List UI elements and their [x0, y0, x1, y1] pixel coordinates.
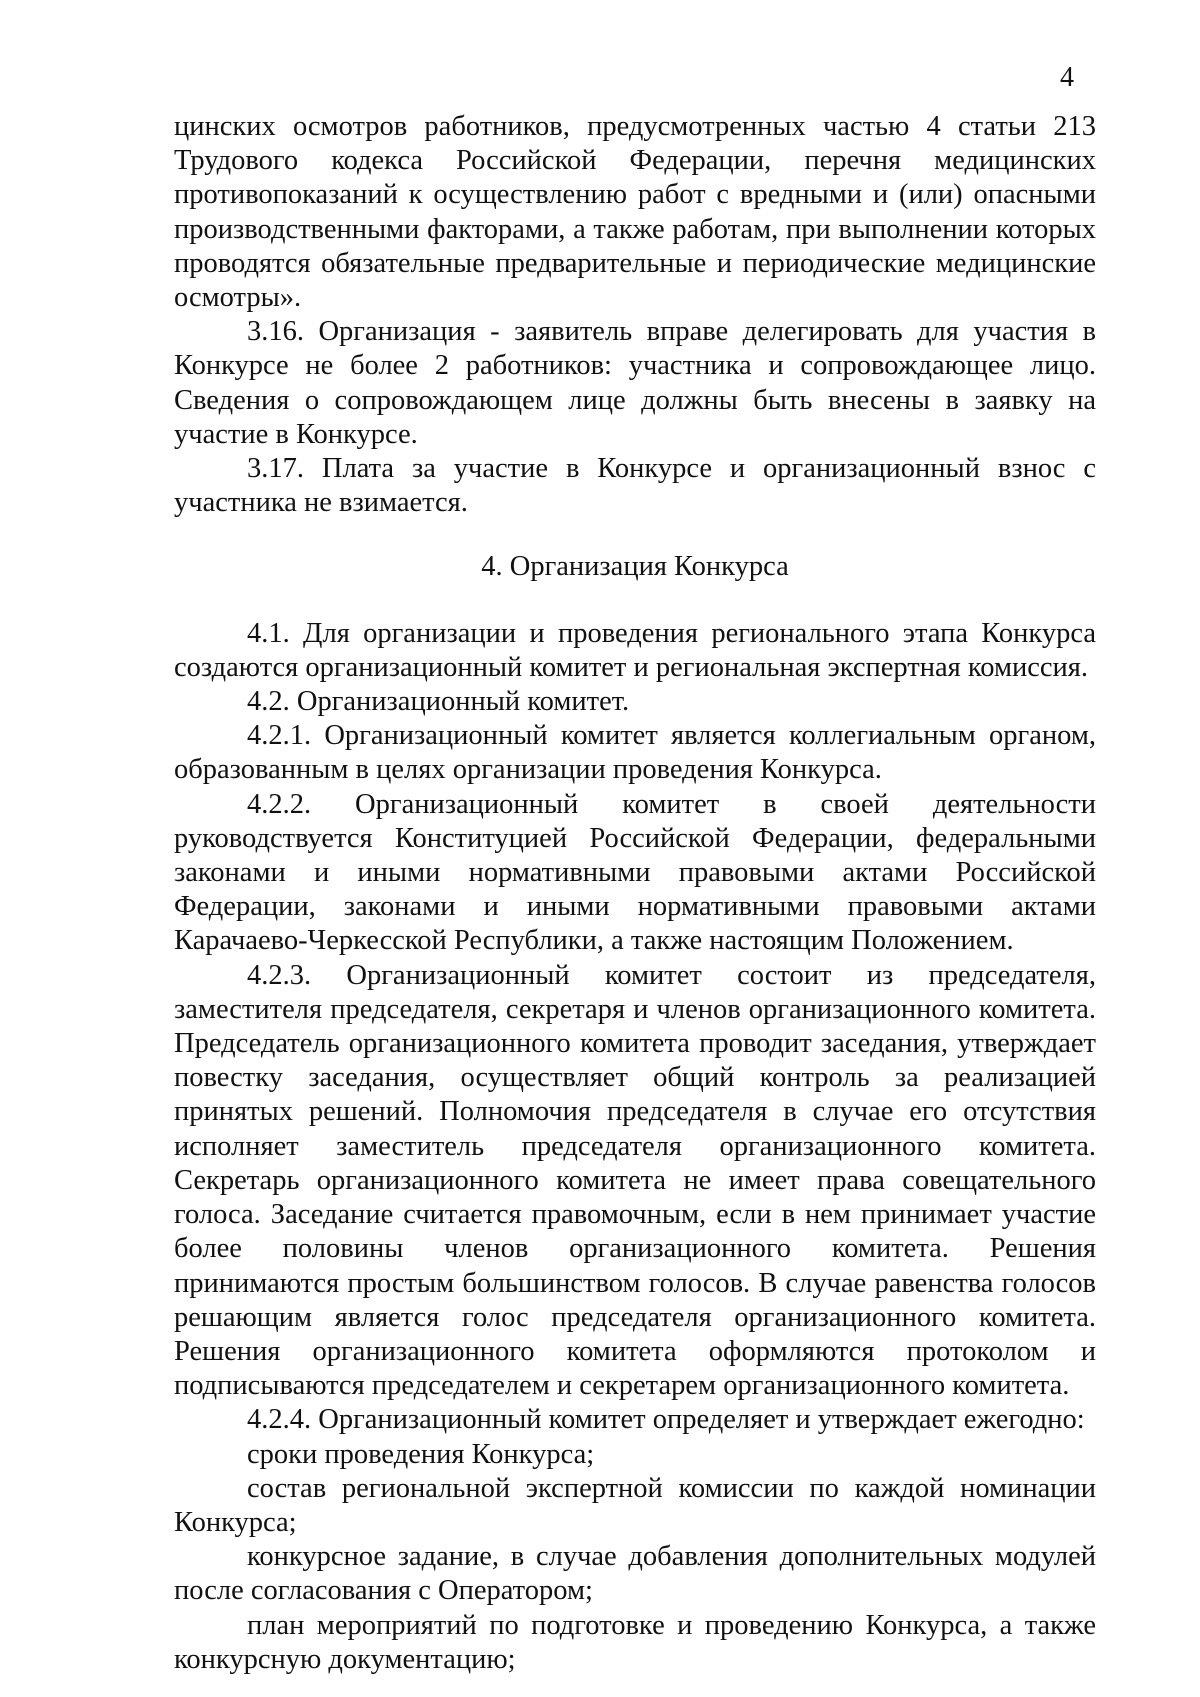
page-number: 4	[1060, 62, 1074, 93]
paragraph-3-16: 3.16. Организация - заявитель вправе делегировать для участия в Конкурсе не более 2 работников: участника и сопровождающее лицо. Сведения о сопровождающем лице должны быть внесены в заявку на участие в Конкурсе.	[174, 316, 1096, 450]
paragraph-4-2-3: 4.2.3. Организационный комитет состоит из председателя, заместителя председателя, секретаря и членов организационного комитета. Председатель организационного комитета проводит заседания, утверждает повестку заседания, осуществляет общий контроль за реализацией принятых решений. Полномочия председателя в случае его отсутствия исполняет заместитель председателя организационного комитета. Секретарь организационного комитета не имеет права совещательного голоса. Заседание считается правомочным, если в нем принимает участие более половины членов организационного комитета. Решения принимаются простым большинством голосов. В случае равенства голосов решающим является голос председателя организационного комитета. Решения организационного комитета оформляются протоколом и подписываются председателем и секретарем организационного комитета.	[174, 959, 1096, 1402]
paragraph-4-2: 4.2. Организационный комитет.	[247, 686, 630, 718]
list-item: конкурсное задание, в случае добавления дополнительных модулей после согласования с Оператором;	[174, 1541, 1096, 1607]
section-4-heading: 4. Организация Конкурса	[481, 551, 789, 583]
list-item: сроки проведения Конкурса;	[247, 1438, 595, 1470]
paragraph-4-1: 4.1. Для организации и проведения регионального этапа Конкурса создаются организационный комитет и региональная экспертная комиссия.	[174, 617, 1096, 683]
continuation-paragraph: цинских осмотров работников, предусмотренных частью 4 статьи 213 Трудового кодекса Российской Федерации, перечня медицинских противопоказаний к осуществлению работ с вредными и (или) опасными производственными факторами, а также работам, при выполнении которых проводятся обязательные предварительные и периодические медицинские осмотры».	[174, 111, 1096, 314]
paragraph-4-2-1: 4.2.1. Организационный комитет является коллегиальным органом, образованным в целях организации проведения Конкурса.	[174, 720, 1096, 786]
paragraph-4-2-4: 4.2.4. Организационный комитет определяет и утверждает ежегодно:	[247, 1404, 1085, 1436]
document-body	[174, 110, 1096, 1677]
list-item: состав региональной экспертной комиссии по каждой номинации Конкурса;	[174, 1472, 1096, 1538]
paragraph-3-17: 3.17. Плата за участие в Конкурсе и организационный взнос с участника не взимается.	[174, 453, 1096, 519]
list-item: план мероприятий по подготовке и проведению Конкурса, а также конкурсную документацию;	[174, 1609, 1096, 1675]
paragraph-4-2-2: 4.2.2. Организационный комитет в своей деятельности руководствуется Конституцией Российской Федерации, федеральными законами и иными нормативными правовыми актами Российской Федерации, законами и иными нормативными правовыми актами Карачаево-Черкесской Республики, а также настоящим Положением.	[174, 788, 1096, 957]
